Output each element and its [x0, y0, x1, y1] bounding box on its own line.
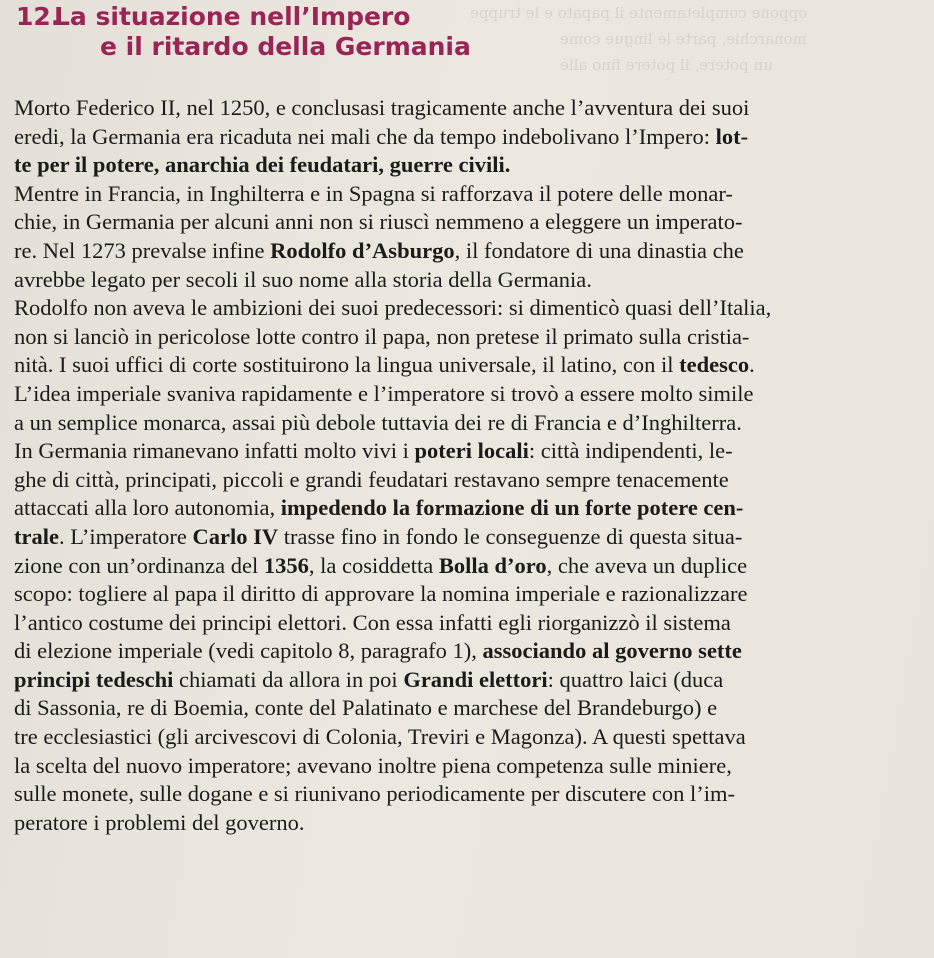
text-run: , il fondatore di una dinastia che — [454, 237, 744, 263]
text-run: chie, in Germania per alcuni anni non si riuscì nemmeno a eleggere un imperato- — [14, 209, 743, 235]
text-line — [14, 723, 914, 752]
text-run: di elezione imperiale (vedi capitolo 8, paragrafo 1), — [14, 638, 483, 664]
bold-text: tedesco — [679, 352, 750, 378]
text-line — [14, 409, 914, 438]
bold-text: Rodolfo d’Asburgo — [270, 237, 455, 263]
paragraph — [14, 180, 914, 294]
text-run: avrebbe legato per secoli il suo nome alla storia della Germania. — [14, 266, 592, 292]
text-run: a un semplice monarca, assai più debole tuttavia dei re di Francia e d’Inghilterra. — [14, 409, 742, 435]
text-run: : quattro laici (duca — [547, 666, 724, 692]
text-run: l’antico costume dei principi elettori. Con essa infatti egli riorganizzò il sistema — [14, 609, 731, 635]
paragraph — [14, 94, 914, 180]
text-line — [14, 637, 914, 666]
text-line — [14, 466, 914, 495]
text-line — [14, 780, 914, 809]
text-run: Rodolfo non aveva le ambizioni dei suoi predecessori: si dimenticò quasi dell’Italia, — [14, 295, 772, 321]
text-run: la scelta del nuovo imperatore; avevano inoltre piena competenza sulle miniere, — [14, 752, 732, 778]
bold-text: 1356 — [263, 552, 309, 578]
paragraph — [14, 437, 914, 837]
text-run: non si lanciò in pericolose lotte contro il papa, non pretese il primato sulla cristia- — [14, 323, 750, 349]
bold-text: lot- — [715, 123, 749, 149]
text-run: trasse fino in fondo le conseguenze di questa situa- — [278, 523, 743, 549]
text-line — [14, 694, 914, 723]
text-run: , che aveva un duplice — [546, 552, 748, 578]
body-text — [14, 94, 914, 837]
text-run: L’idea imperiale svaniva rapidamente e l’imperatore si trovò a essere molto simile — [14, 380, 754, 406]
bold-text: associando al governo sette — [482, 638, 742, 664]
bold-text: trale — [14, 523, 59, 549]
text-run: peratore i problemi del governo. — [14, 809, 305, 835]
text-run: re. Nel 1273 prevalse infine — [14, 237, 271, 263]
text-run: Mentre in Francia, in Inghilterra e in Spagna si rafforzava il potere delle monar- — [14, 180, 733, 206]
text-run: nità. I suoi uffici di corte sostituirono la lingua universale, il latino, con il — [14, 352, 680, 378]
bold-text: poteri locali — [414, 438, 529, 464]
text-run: ghe di città, principati, piccoli e grandi feudatari restavano sempre tenacemente — [14, 466, 729, 492]
section-heading — [16, 2, 776, 62]
bold-text: impedendo la formazione di un forte potere cen- — [280, 495, 744, 521]
text-run: In Germania rimanevano infatti molto vivi i — [14, 438, 415, 464]
text-run: scopo: togliere al papa il diritto di approvare la nomina imperiale e razionalizzare — [14, 581, 748, 607]
text-line — [14, 208, 914, 237]
text-run: Morto Federico II, nel 1250, e conclusasi tragicamente anche l’avventura dei suoi — [14, 95, 750, 120]
text-line — [14, 552, 914, 581]
bold-text: principi tedeschi — [14, 666, 174, 692]
text-line — [14, 580, 914, 609]
bold-text: Grandi elettori — [403, 666, 548, 692]
text-line — [14, 494, 914, 523]
text-line — [14, 609, 914, 638]
text-line — [14, 523, 914, 552]
text-line — [14, 437, 914, 466]
text-run: . L’imperatore — [58, 523, 193, 549]
text-run: zione con un’ordinanza del — [14, 552, 264, 578]
bold-text: Bolla d’oro — [438, 552, 547, 578]
text-line — [14, 294, 914, 323]
bleed-through-text: oppone completamente il papato e le truppe — [470, 4, 808, 22]
text-run: di Sassonia, re di Boemia, conte del Palatinato e marchese del Brandeburgo) e — [14, 695, 718, 721]
text-line — [14, 123, 914, 152]
text-run: eredi, la Germania era ricaduta nei mali che da tempo indebolivano l’Impero: — [14, 123, 716, 149]
bold-text: te per il potere, anarchia dei feudatari, guerre civili. — [14, 152, 511, 178]
text-run: tre ecclesiastici (gli arcivescovi di Colonia, Treviri e Magonza). A questi spettava — [14, 724, 746, 750]
text-line — [14, 237, 914, 266]
text-run: . — [749, 352, 755, 378]
text-line — [14, 180, 914, 209]
text-run: , la cosiddetta — [308, 552, 439, 578]
section-number: 12. — [16, 2, 61, 31]
bold-text: Carlo IV — [192, 523, 279, 549]
text-line — [14, 151, 914, 180]
text-line — [14, 323, 914, 352]
text-run: chiamati da allora in poi — [173, 666, 404, 692]
text-run: attaccati alla loro autonomia, — [14, 495, 281, 521]
text-line — [14, 752, 914, 781]
text-line — [14, 94, 914, 123]
text-line — [14, 380, 914, 409]
bleed-through-text: un potere, il potere fino alle — [560, 56, 773, 74]
bleed-through-text: monarchie, parte le lingue come — [560, 30, 807, 48]
text-line — [14, 266, 914, 295]
paragraph — [14, 294, 914, 380]
text-run: : città indipendenti, le- — [528, 438, 733, 464]
section-title-line1: La situazione nell’Impero — [54, 2, 411, 31]
section-title-line2: e il ritardo della Germania — [100, 32, 471, 61]
text-line — [14, 351, 914, 380]
text-run: sulle monete, sulle dogane e si riunivano periodicamente per discutere con l’im- — [14, 781, 736, 807]
paragraph — [14, 380, 914, 437]
text-line — [14, 666, 914, 695]
text-line — [14, 809, 914, 838]
